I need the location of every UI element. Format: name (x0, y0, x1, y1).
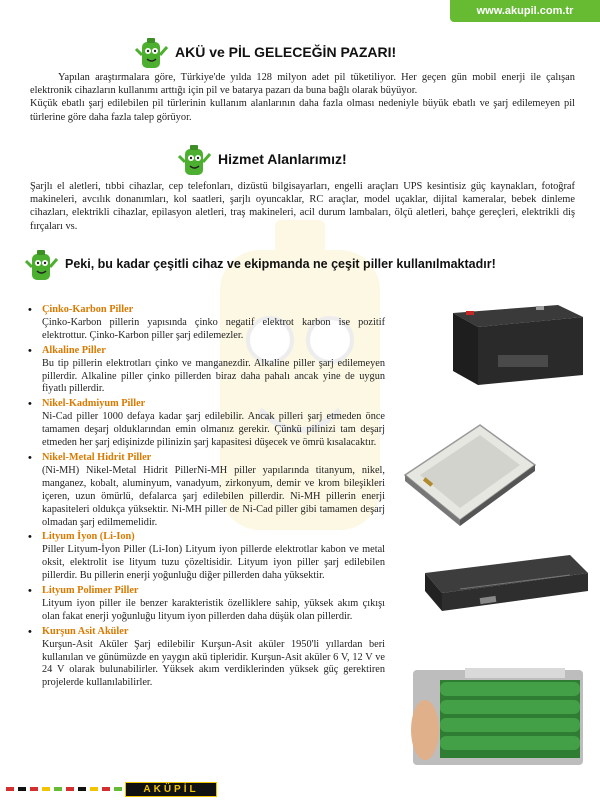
akupil-logo (125, 782, 217, 797)
battery-type-desc: Bu tip pillerin elektrotları çinko ve manganezdir. Alkaline piller şarj edilemeyen pillerdir. Alkaline piller çinko pillerden biraz daha pahalı ancak yine de uygun fiyatlı pillerdir. (42, 357, 385, 395)
website-url[interactable]: www.akupil.com.tr (450, 0, 600, 22)
battery-type-desc: Ni-Cad piller 1000 defaya kadar şarj edilebilir. Ancak pilleri şarj etmeden önce tamamen deşarj olduklarından emin olmanız gerekir. Çünkü pilinizi tam deşarj etmeden her şarj edişinizde pilinizin şarj kapasitesi düşecek ve ömrü kısalacaktır. (42, 411, 385, 449)
bullet-icon: • (28, 451, 32, 464)
bullet-icon: • (28, 625, 32, 638)
list-item (30, 452, 385, 529)
battery-type-desc: Lityum iyon piller ile benzer karakteristik özelliklere sahip, yüksek akım çıkışı olan fakat enerji yoğunluğu lityum iyon pillerden daha düşük olan pillerdir. (42, 597, 385, 622)
bullet-icon: • (28, 344, 32, 357)
bullet-icon: • (28, 398, 32, 411)
battery-mascot-icon (178, 140, 212, 178)
battery-mascot-icon (135, 33, 169, 71)
battery-type-name: Çinko-Karbon Piller (42, 304, 134, 315)
battery-type-desc: Çinko-Karbon pillerin yapısında çinko negatif elektrot karbon ise pozitif elektrottur. Çinko-Karbon piller şarj edilemezler. (42, 316, 385, 341)
battery-type-name: Lityum İyon (Li-Ion) (42, 531, 135, 543)
list-item (30, 345, 385, 397)
section-heading-services (178, 140, 347, 178)
list-item (30, 398, 385, 450)
battery-mascot-icon (25, 245, 59, 283)
battery-pack-cells-image (405, 660, 590, 770)
services-paragraph (30, 180, 575, 233)
battery-type-desc: Piller Lityum-İyon Piller (Li-Ion) Lityum iyon pillerde elektrotlar kabon ve metal oksit, elektrolit ise lityum tuzu çözeltisidir. Lityum iyon piller şarj edilebilen pillerdir. Bu pillerin enerji yoğunluğu diğer pillerden daha yüksektir. (42, 544, 385, 582)
top-bar (0, 0, 600, 22)
battery-type-name: Lityum Polimer Piller (42, 585, 139, 597)
list-item (30, 304, 385, 343)
section-title: AKÜ ve PİL GELECEĞİN PAZARI! (175, 44, 397, 60)
laptop-battery-long-image (420, 545, 590, 625)
services-text: Şarjlı el aletleri, tıbbi cihazlar, cep telefonları, dizüstü bilgisayarları, engelli araçları UPS kesintisiz güç kaynakları, fotoğraf makineleri, avcılık donanımları, kol saatleri, şarjlı oyuncaklar, RC araçlar, model uçaklar, dijital kameralar, bebek dinleme cihazları, elektrikli cihazlar, epilasyon aletleri, traş makineleri, acil durum lambaları, ölçü aletleri, bahçe gereçleri, elektrikli diş fırçaları vs. (30, 181, 575, 232)
battery-type-name: Kurşun Asit Aküler (42, 625, 129, 637)
list-item (30, 585, 385, 624)
market-paragraph (30, 71, 575, 124)
list-item (30, 626, 385, 691)
bullet-icon: • (28, 304, 32, 316)
battery-type-desc: (Ni-MH) Nikel-Metal Hidrit PillerNi-MH piller yapılarında titanyum, nikel, manganez, kobalt, aluminyum, vanadyum, zirkonyum, demir ve krom bileşikleri içeren, uzun ömürlü, defalarca şarj edilebilen pillerdir. Ni-MH pillerin enerji kapasiteleri oldukça yüksektir. Ni-MH piller de Ni-Cad piller gibi tamamen deşarj olmadan şarj edilmemelidir. (42, 464, 385, 528)
bullet-icon: • (28, 585, 32, 598)
market-paragraph-1: Yapılan araştırmalara göre, Türkiye'de yılda 128 milyon adet pil tüketiliyor. Her geçen gün mobil enerji ile çalışan elektronik cihazların kullanımı arttığı için pil ve batarya pazarı da buna bağlı olarak büyüyor. (30, 72, 575, 97)
battery-type-desc: Kurşun-Asit Aküler Şarj edilebilir Kurşun-Asit aküler 1950'li yıllardan beri kullanılan ve günümüzde en yaygın akü tipleridir. Kurşun-Asit aküler 6 V, 12 V ve 24 V olarak bulunabilirler. Yüksek akım verdiklerinden yüksek güç gerektiren projelerde kullanılabilirler. (42, 638, 385, 689)
section-title: Peki, bu kadar çeşitli cihaz ve ekipmanda ne çeşit piller kullanılmaktadır! (65, 257, 496, 271)
battery-type-name: Nikel-Kadmiyum Piller (42, 398, 146, 410)
battery-type-name: Nikel-Metal Hidrit Piller (42, 451, 152, 463)
bullet-icon: • (28, 531, 32, 544)
battery-types-list (30, 304, 385, 692)
section-heading-battery-types (25, 245, 496, 283)
battery-type-name: Alkaline Piller (42, 344, 106, 356)
logo-text: AKÜPİL (143, 784, 199, 795)
list-item (30, 531, 385, 583)
section-title: Hizmet Alanlarımız! (218, 151, 347, 167)
lead-acid-battery-image (438, 295, 588, 390)
section-heading-market (135, 33, 396, 71)
market-paragraph-2: Küçük ebatlı şarj edilebilen pil türlerinin kullanım alanlarının daha fazla olması nedeniyle büyük ebatlı ve şarj edilemeyen pil türlerine göre daha fazla talep görüyor. (30, 98, 575, 123)
laptop-battery-flat-image (395, 420, 545, 530)
